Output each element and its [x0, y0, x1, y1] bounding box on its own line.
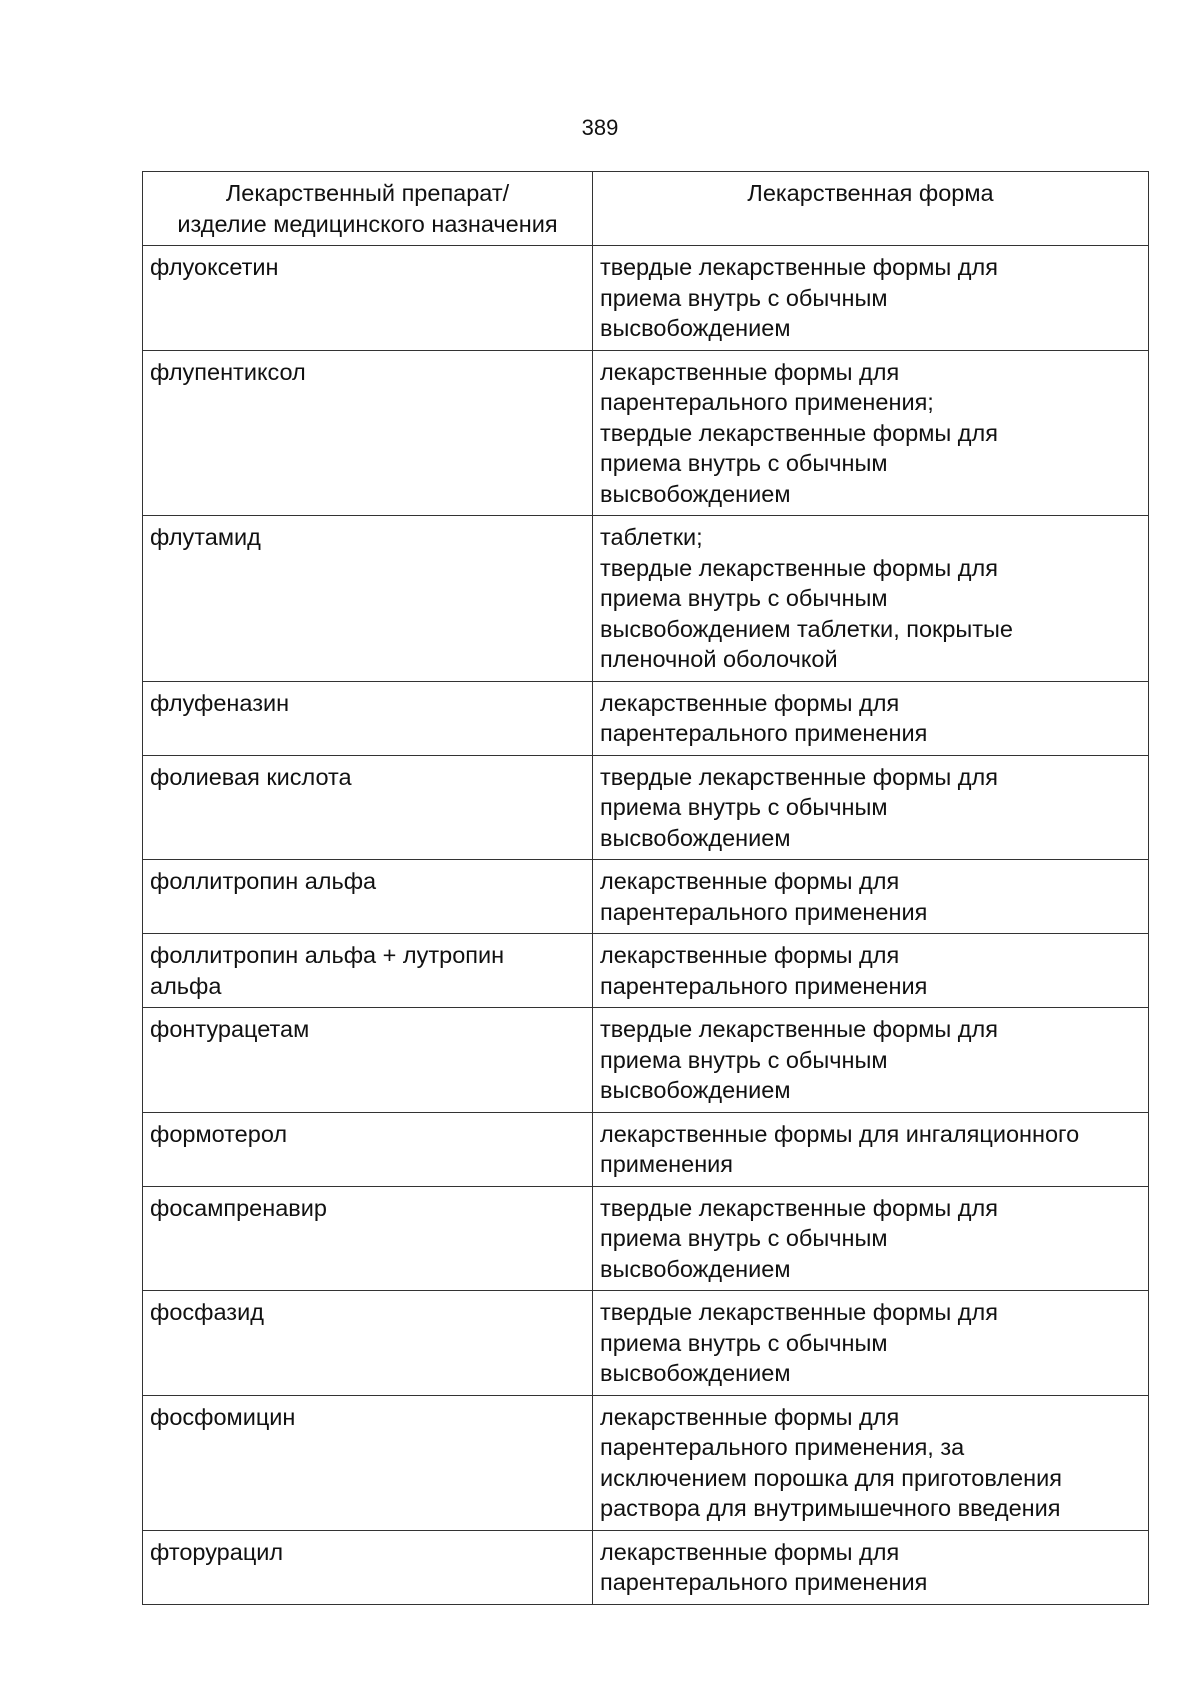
dosage-form-cell: таблетки; твердые лекарственные формы для приема внутрь с обычным высвобождением таблетки, покрытые пленочной оболочкой: [593, 516, 1149, 682]
drug-name-cell: флуоксетин: [143, 246, 593, 351]
table-header-row: [143, 172, 1149, 246]
drug-name-cell: фторурацил: [143, 1530, 593, 1604]
header-drug: Лекарственный препарат/ изделие медицинского назначения: [143, 172, 593, 246]
dosage-form-cell: лекарственные формы для парентерального применения: [593, 934, 1149, 1008]
dosage-form-cell: лекарственные формы для парентерального применения; твердые лекарственные формы для приема внутрь с обычным высвобождением: [593, 350, 1149, 516]
table-row: [143, 516, 1149, 682]
table-row: [143, 1112, 1149, 1186]
dosage-form-cell: твердые лекарственные формы для приема внутрь с обычным высвобождением: [593, 1291, 1149, 1396]
table-row: [143, 934, 1149, 1008]
drug-name-cell: формотерол: [143, 1112, 593, 1186]
table-row: [143, 1186, 1149, 1291]
dosage-form-cell: лекарственные формы для парентерального применения: [593, 1530, 1149, 1604]
dosage-form-cell: лекарственные формы для парентерального применения: [593, 681, 1149, 755]
drug-name-cell: флуфеназин: [143, 681, 593, 755]
table-row: [143, 1291, 1149, 1396]
dosage-form-cell: твердые лекарственные формы для приема внутрь с обычным высвобождением: [593, 1186, 1149, 1291]
drug-name-cell: флупентиксол: [143, 350, 593, 516]
page-number: 389: [581, 115, 619, 140]
drug-form-table: [142, 171, 1149, 1605]
table-row: [143, 1530, 1149, 1604]
table-row: [143, 681, 1149, 755]
drug-name-cell: фоллитропин альфа + лутропин альфа: [143, 934, 593, 1008]
drug-name-cell: фосфомицин: [143, 1395, 593, 1530]
dosage-form-cell: твердые лекарственные формы для приема внутрь с обычным высвобождением: [593, 755, 1149, 860]
dosage-form-cell: твердые лекарственные формы для приема внутрь с обычным высвобождением: [593, 1008, 1149, 1113]
table-row: [143, 246, 1149, 351]
drug-name-cell: фосампренавир: [143, 1186, 593, 1291]
table-row: [143, 860, 1149, 934]
table-row: [143, 1008, 1149, 1113]
drug-name-cell: фонтурацетам: [143, 1008, 593, 1113]
table-row: [143, 1395, 1149, 1530]
drug-name-cell: фолиевая кислота: [143, 755, 593, 860]
header-form: Лекарственная форма: [593, 172, 1149, 246]
table-row: [143, 755, 1149, 860]
drug-name-cell: флутамид: [143, 516, 593, 682]
drug-name-cell: фосфазид: [143, 1291, 593, 1396]
drug-name-cell: фоллитропин альфа: [143, 860, 593, 934]
dosage-form-cell: лекарственные формы для ингаляционного применения: [593, 1112, 1149, 1186]
dosage-form-cell: твердые лекарственные формы для приема внутрь с обычным высвобождением: [593, 246, 1149, 351]
dosage-form-cell: лекарственные формы для парентерального применения, за исключением порошка для приготовления раствора для внутримышечного введения: [593, 1395, 1149, 1530]
dosage-form-cell: лекарственные формы для парентерального применения: [593, 860, 1149, 934]
table-row: [143, 350, 1149, 516]
